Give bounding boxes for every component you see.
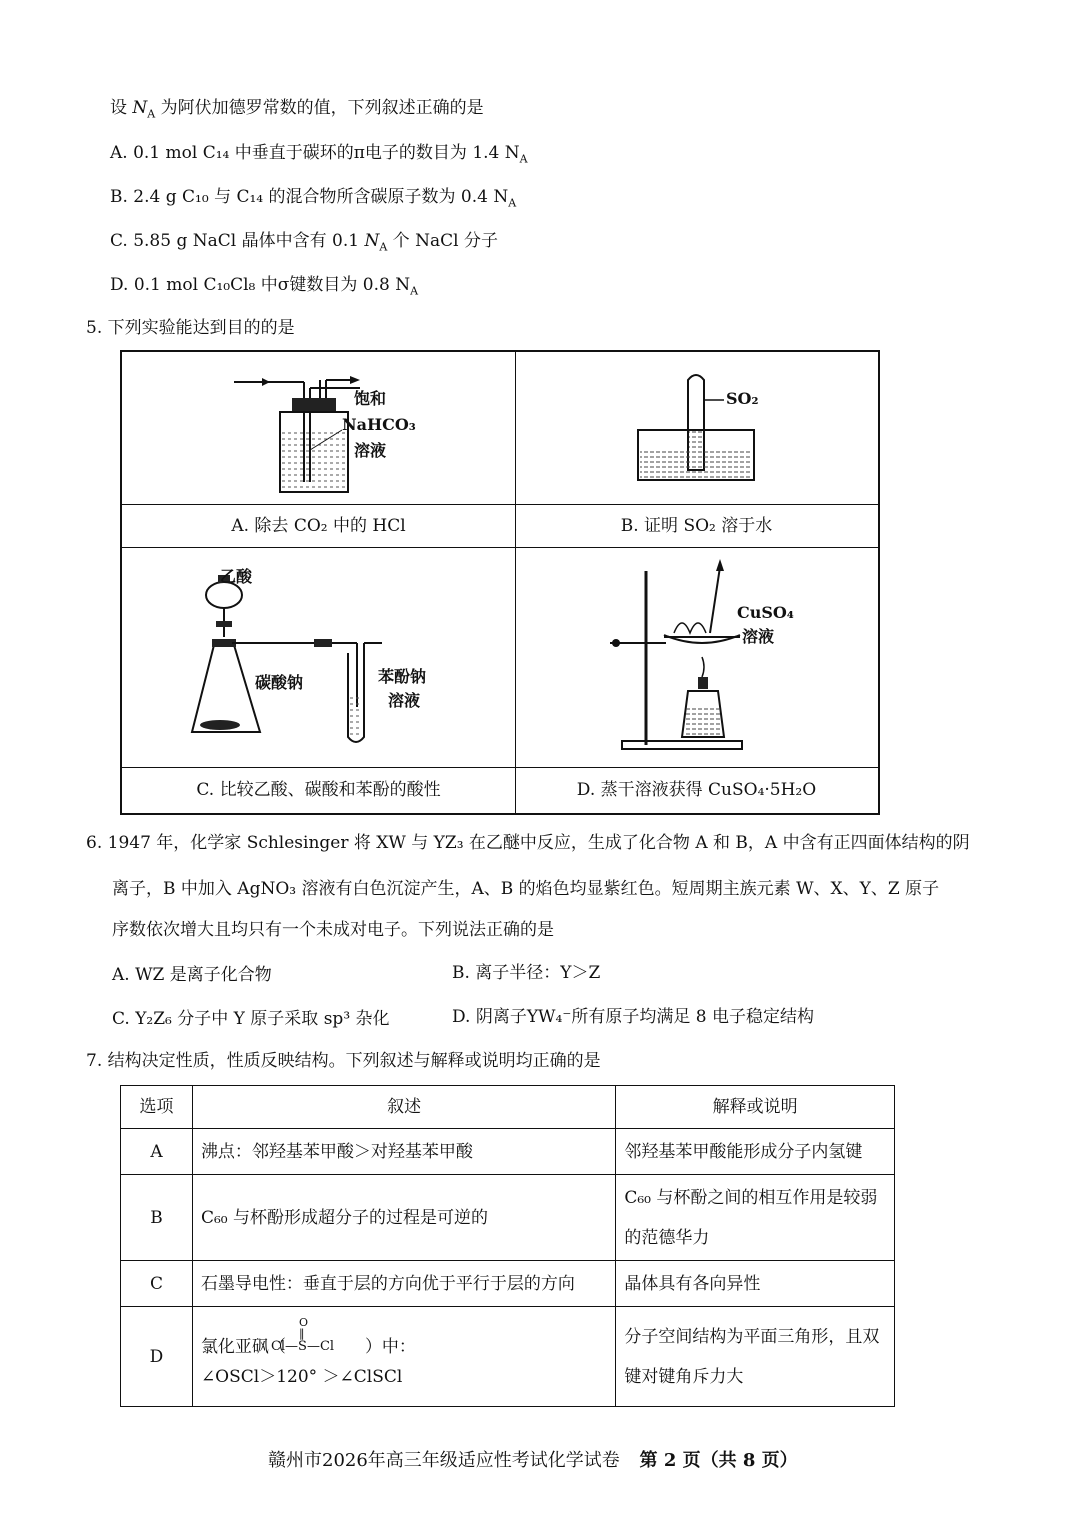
footer-page-number: 第 2 页（共 8 页） <box>639 1450 798 1471</box>
label-cuso4-solution: 溶液 <box>742 627 775 646</box>
q4-stem: 设 $N_A$ 为阿伏加德罗常数的值，下列叙述正确的是 <box>110 98 484 121</box>
label-phenoxide-solution: 溶液 <box>388 691 421 710</box>
statement-part-2: ）中： <box>364 1336 416 1357</box>
table-row <box>121 1261 895 1307</box>
row-statement <box>192 1307 615 1407</box>
q7-table <box>120 1085 895 1407</box>
statement-part-1: 氯化亚砜（ <box>200 1336 286 1357</box>
q4-option-b: B. 2.4 g C₁₀ 与 C₁₄ 的混合物所含碳原子数为 0.4 $N_A$ <box>110 187 517 210</box>
page-footer <box>268 1446 798 1472</box>
q6-option-b: B. 离子半径：Y＞Z <box>452 963 601 983</box>
q6-line-3: 序数依次增大且均只有一个未成对电子。下列说法正确的是 <box>112 920 554 940</box>
table-row <box>121 1129 895 1175</box>
label-acetic-acid: 乙酸 <box>220 567 253 586</box>
header-explanation: 解释或说明 <box>616 1086 895 1129</box>
table-row <box>121 1175 895 1261</box>
row-option: B <box>121 1175 193 1261</box>
q6-line-2: 离子，B 中加入 AgNO₃ 溶液有白色沉淀产生，A、B 的焰色均显紫红色。短周期主族元素 W、X、Y、Z 原子 <box>112 879 940 899</box>
struct-double-bond: ‖ <box>298 1326 305 1340</box>
label-saturated: 饱和 <box>354 389 387 408</box>
grid-divider <box>122 504 878 505</box>
label-so2: SO₂ <box>726 389 759 408</box>
q4-option-a: A. 0.1 mol C₁₄ 中垂直于碳环的π电子的数目为 1.4 $N_A$ <box>110 143 528 166</box>
angle-comparison: ∠OSCl＞120° ＞∠ClSCl <box>200 1366 403 1387</box>
row-statement: 石墨导电性：垂直于层的方向优于平行于层的方向 <box>192 1261 615 1307</box>
caption-c: C. 比较乙酸、碳酸和苯酚的酸性 <box>196 780 441 800</box>
struct-formula: Cl—S—Cl <box>270 1338 335 1354</box>
row-option: C <box>121 1261 193 1307</box>
row-explanation: 晶体具有各向异性 <box>616 1261 895 1307</box>
grid-divider <box>122 767 878 768</box>
row-option: A <box>121 1129 193 1175</box>
row-explanation: 分子空间结构为平面三角形，且双键对键角斥力大 <box>616 1307 895 1407</box>
q4-option-c: C. 5.85 g NaCl 晶体中含有 0.1 $N_A$ 个 NaCl 分子 <box>110 231 498 254</box>
q5-stem: 5. 下列实验能达到目的的是 <box>86 318 295 338</box>
label-cuso4: CuSO₄ <box>737 603 794 622</box>
grid-divider <box>122 547 878 548</box>
caption-b: B. 证明 SO₂ 溶于水 <box>620 516 773 536</box>
label-solution: 溶液 <box>354 441 387 460</box>
evaporation-figure <box>602 557 752 757</box>
q6-option-d: D. 阴离子YW₄⁻所有原子均满足 8 电子稳定结构 <box>452 1007 814 1027</box>
thionyl-chloride-line <box>200 1315 607 1363</box>
label-sodium-carbonate: 碳酸钠 <box>255 673 304 692</box>
header-statement: 叙述 <box>192 1086 615 1129</box>
q6-option-a: A. WZ 是离子化合物 <box>112 965 272 985</box>
struct-oxygen: O <box>298 1315 308 1329</box>
q6-line-1: 6. 1947 年，化学家 Schlesinger 将 XW 与 YZ₃ 在乙醚中反应，生成了化合物 A 和 B，A 中含有正四面体结构的阴 <box>86 833 970 853</box>
row-option: D <box>121 1307 193 1407</box>
row-statement: 沸点：邻羟基苯甲酸＞对羟基苯甲酸 <box>192 1129 615 1175</box>
row-explanation: 邻羟基苯甲酸能形成分子内氢键 <box>616 1129 895 1175</box>
grid-vertical-divider <box>515 352 516 813</box>
table-header-row <box>121 1086 895 1129</box>
caption-d: D. 蒸干溶液获得 CuSO₄·5H₂O <box>576 780 817 800</box>
label-nahco3: NaHCO₃ <box>342 415 416 434</box>
footer-title: 赣州市2026年高三年级适应性考试化学试卷 <box>268 1450 620 1471</box>
row-statement: C₆₀ 与杯酚形成超分子的过程是可逆的 <box>192 1175 615 1261</box>
q7-stem: 7. 结构决定性质，性质反映结构。下列叙述与解释或说明均正确的是 <box>86 1051 601 1071</box>
caption-a: A. 除去 CO₂ 中的 HCl <box>231 516 406 536</box>
q5-apparatus-grid <box>120 350 880 815</box>
q4-option-d: D. 0.1 mol C₁₀Cl₈ 中σ键数目为 0.8 $N_A$ <box>110 275 419 298</box>
row-explanation: C₆₀ 与杯酚之间的相互作用是较弱的范德华力 <box>616 1175 895 1261</box>
label-sodium-phenoxide: 苯酚钠 <box>378 667 427 686</box>
table-row <box>121 1307 895 1407</box>
q6-option-c: C. Y₂Z₆ 分子中 Y 原子采取 sp³ 杂化 <box>112 1009 390 1029</box>
header-option: 选项 <box>121 1086 193 1129</box>
